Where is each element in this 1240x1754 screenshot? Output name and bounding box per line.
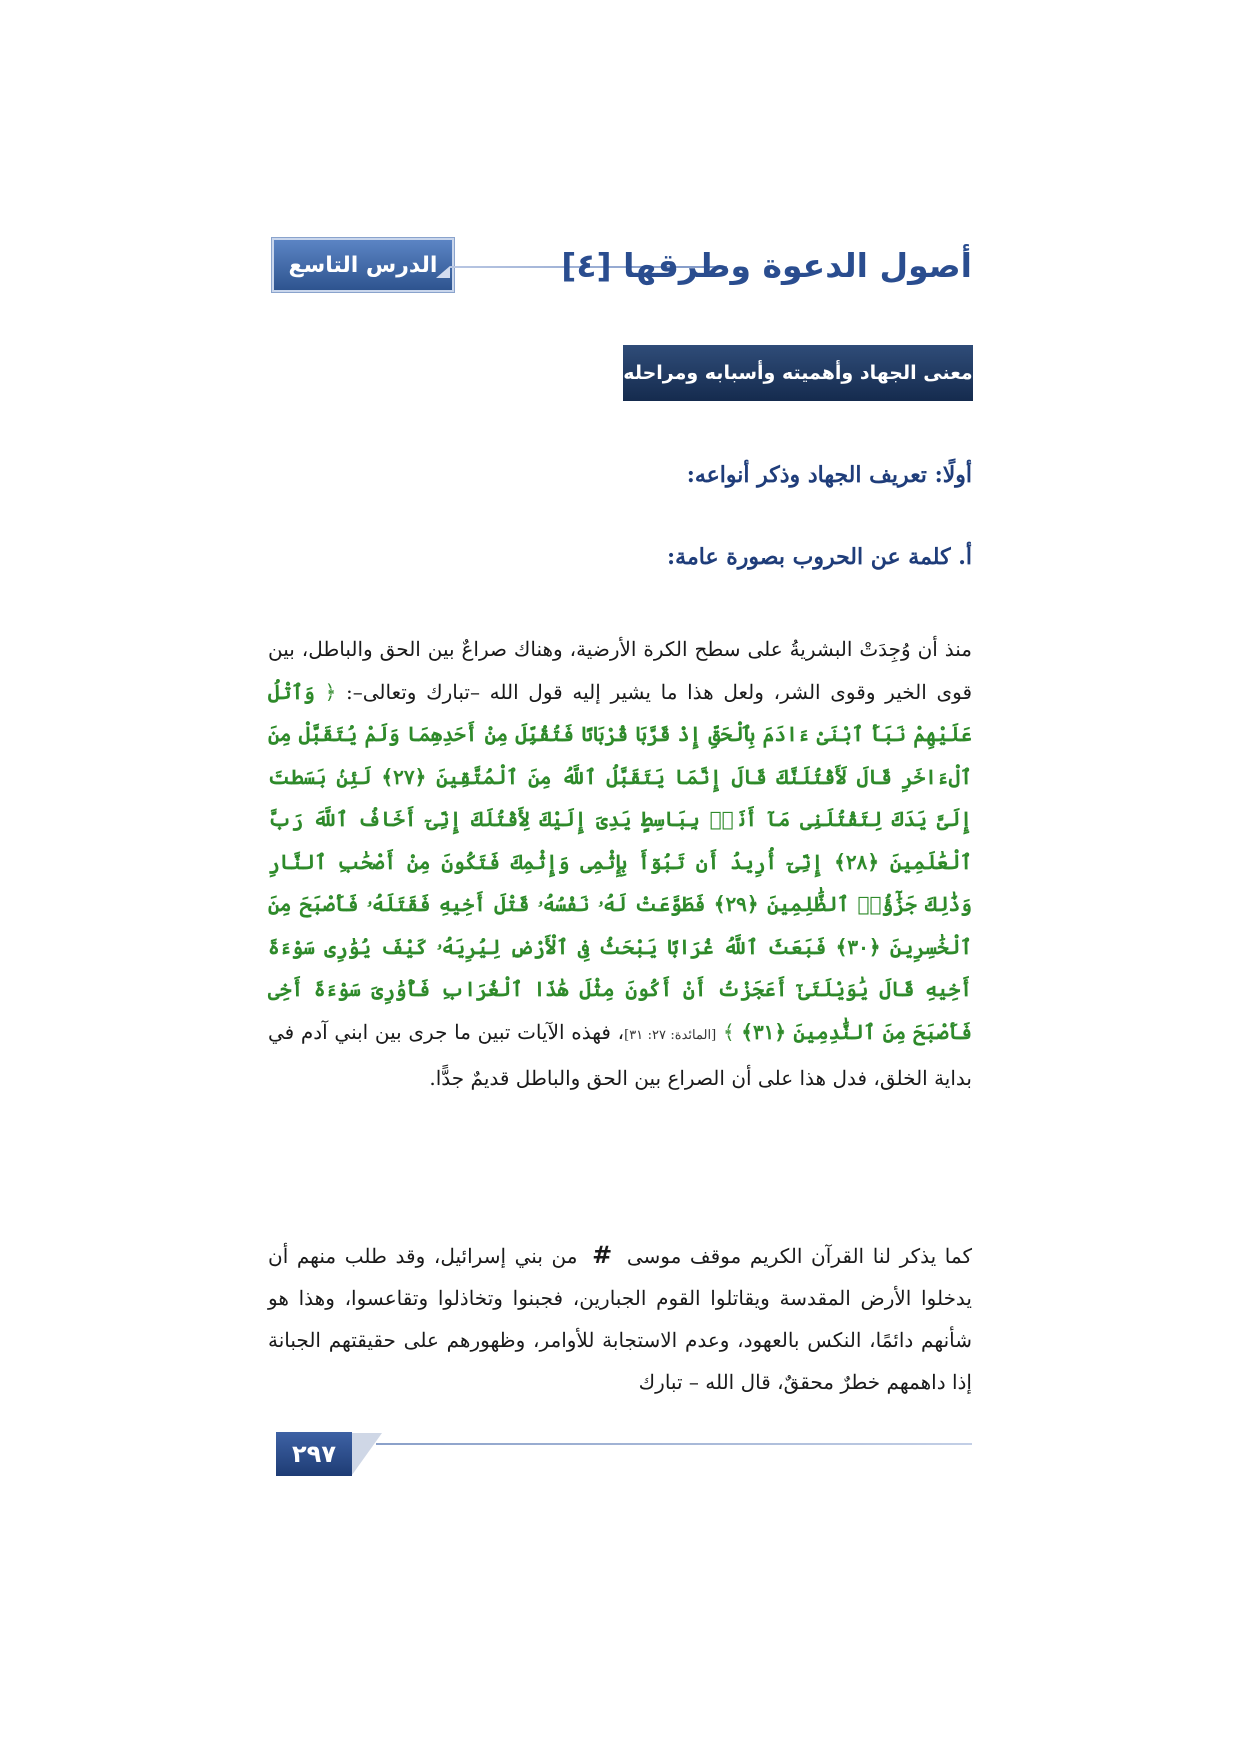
paragraph-2-part1: كما يذكر لنا القرآن الكريم موقف موسى: [626, 1244, 972, 1268]
verse-bracket-close: ﴾: [722, 1019, 735, 1044]
page-header: [270, 236, 972, 294]
heading-definition: أولًا: تعريف الجهاد وذكر أنواعه:: [686, 462, 972, 488]
footer-divider: [376, 1443, 972, 1445]
verse-reference: [المائدة: ٢٧: ٣١]: [624, 1027, 717, 1043]
heading-wars-overview: أ. كلمة عن الحروب بصورة عامة:: [667, 544, 972, 570]
page-number: ٢٩٧: [276, 1432, 352, 1476]
footer-wedge: [352, 1433, 382, 1475]
book-title: أصول الدعوة وطرقها [٤]: [561, 245, 972, 285]
honorific-symbol: #: [592, 1241, 613, 1269]
paragraph-1: [268, 628, 972, 1100]
paragraph-1-outro: ، فهذه الآيات تبين ما جرى بين ابني آدم في بداية الخلق، فدل هذا على أن الصراع بين الحق والباطل قديمٌ جدًّا.: [268, 1019, 972, 1090]
section-banner: معنى الجهاد وأهميته وأسبابه ومراحله: [623, 345, 973, 401]
page-footer: [276, 1432, 972, 1478]
paragraph-1-intro: منذ أن وُجِدَتْ البشريةُ على سطح الكرة الأرضية، وهناك صراعٌ بين الحق والباطل، بين قوى الخير وقوى الشر، ولعل هذا ما يشير إليه قول الله –تبارك وتعالى–:: [268, 637, 973, 704]
lesson-badge: الدرس التاسع: [272, 238, 454, 292]
quran-verse: وَٱتْلُ عَلَيْهِمْ نَبَأَ ٱبْنَىْ ءَادَمَ بِٱلْحَقِّ إِذْ قَرَّبَا قُرْبَانًا فَتُقُبِّلَ مِنْ أَحَدِهِمَا وَلَمْ يُتَقَبَّلْ مِنَ ٱلْءَاخَرِ قَالَ لَأَقْتُلَنَّكَ قَالَ إِنَّمَا يَتَقَبَّلُ ٱللَّهُ مِنَ ٱلْمُتَّقِينَ ﴿٢٧﴾ لَئِنۢ بَسَطتَ إِلَىَّ يَدَكَ لِتَقْتُلَنِى مَآ أَنَا۠ بِبَاسِطٍ يَدِىَ إِلَيْكَ لِأَقْتُلَكَ إِنِّىٓ أَخَافُ ٱللَّهَ رَبَّ ٱلْعَٰلَمِينَ ﴿٢٨﴾ إِنِّىٓ أُرِيدُ أَن تَبُوٓأَ بِإِثْمِى وَإِثْمِكَ فَتَكُونَ مِنْ أَصْحَٰبِ ٱلنَّارِ وَذَٰلِكَ جَزَٰٓؤُا۟ ٱلظَّٰلِمِينَ ﴿٢٩﴾ فَطَوَّعَتْ لَهُۥ نَفْسُهُۥ قَتْلَ أَخِيهِ فَقَتَلَهُۥ فَأَصْبَحَ مِنَ ٱلْخَٰسِرِينَ ﴿٣٠﴾ فَبَعَثَ ٱللَّهُ غُرَابًا يَبْحَثُ فِى ٱلْأَرْضِ لِيُرِيَهُۥ كَيْفَ يُوَٰرِى سَوْءَةَ أَخِيهِ قَالَ يَٰوَيْلَتَىٰٓ أَعَجَزْتُ أَنْ أَكُونَ مِثْلَ هَٰذَا ٱلْغُرَابِ فَأُوَٰرِىَ سَوْءَةَ أَخِى فَأَصْبَحَ مِنَ ٱلنَّٰدِمِينَ ﴿٣١﴾: [268, 679, 973, 1044]
paragraph-2: [268, 1234, 972, 1403]
paragraph-2-part2: من بني إسرائيل، وقد طلب منهم أن يدخلوا الأرض المقدسة ويقاتلوا القوم الجبارين، فجبنوا وتخاذلوا وتقاعسوا، وهذا هو شأنهم دائمًا، النكس بالعهود، وعدم الاستجابة للأوامر، وظهورهم على حقيقتهم الجبانة إذا داهمهم خطرٌ محققٌ، قال الله – تبارك: [268, 1244, 972, 1394]
verse-bracket-open: ﴿: [324, 679, 337, 704]
